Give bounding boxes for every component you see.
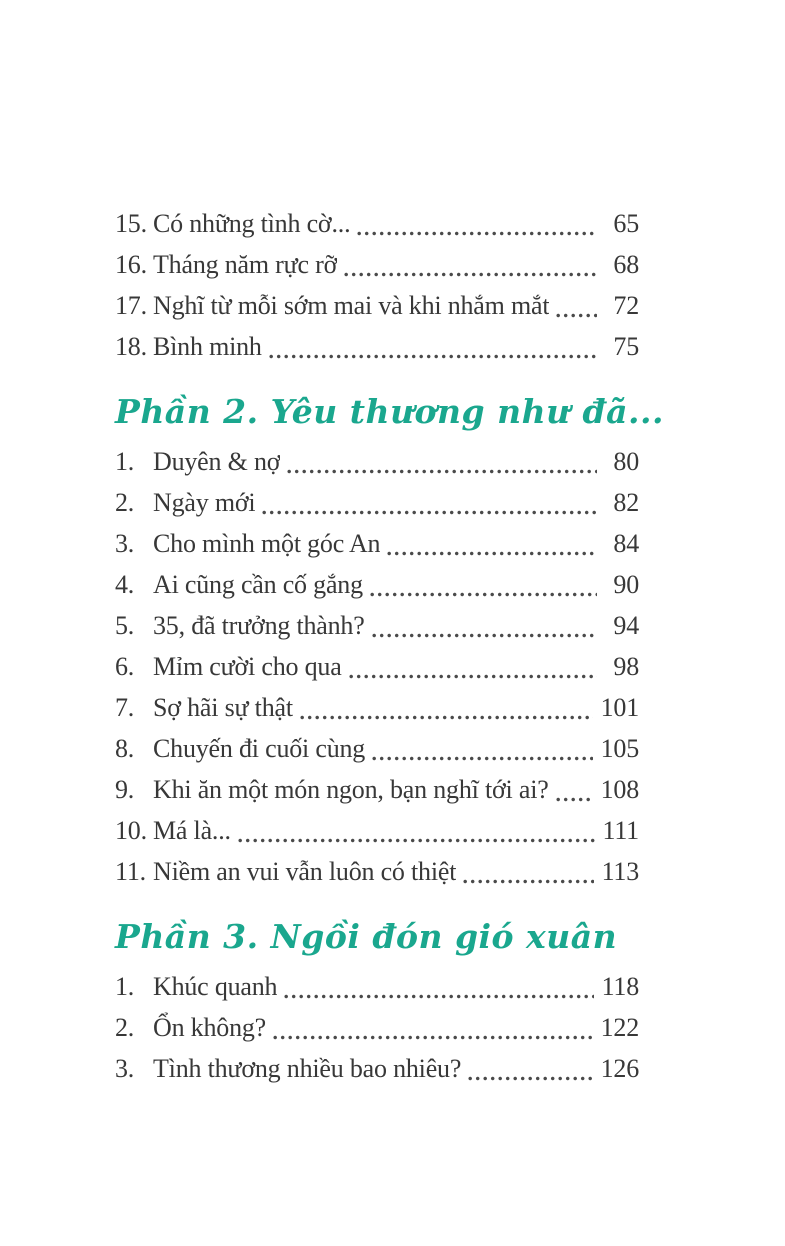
item-number: 1.	[115, 447, 135, 476]
section-heading: Phần 2. Yêu thương như đã...	[115, 392, 664, 431]
leader-dots	[262, 510, 597, 515]
item-title: Duyên & nợ	[153, 447, 281, 476]
toc-row	[115, 687, 639, 728]
toc-row	[115, 564, 639, 605]
item-title: Mỉm cười cho qua	[153, 652, 342, 681]
item-page: 122	[600, 1013, 639, 1042]
item-title: Ổn không?	[153, 1013, 267, 1042]
leader-dots	[284, 994, 593, 999]
toc-row	[115, 728, 639, 769]
toc	[115, 203, 664, 1089]
leader-dots	[287, 469, 597, 474]
item-title: 35, đã trưởng thành?	[153, 611, 365, 640]
item-title: Có những tình cờ...	[153, 209, 351, 238]
item-number: 17.	[115, 291, 147, 320]
item-number: 8.	[115, 734, 135, 763]
leader-dots	[372, 633, 597, 638]
item-title: Sợ hãi sự thật	[153, 693, 293, 722]
toc-row	[115, 326, 639, 367]
item-title: Khi ăn một món ngon, bạn nghĩ tới ai?	[153, 775, 549, 804]
item-page: 101	[600, 693, 639, 722]
item-number: 2.	[115, 488, 135, 517]
leader-dots	[344, 272, 597, 277]
item-page: 75	[613, 332, 639, 361]
item-title: Bình minh	[153, 332, 262, 361]
toc-row	[115, 646, 639, 687]
item-title: Ngày mới	[153, 488, 256, 517]
toc-row	[115, 966, 639, 1007]
item-title: Má là...	[153, 816, 231, 845]
leader-dots	[238, 838, 595, 843]
section-items	[115, 966, 639, 1089]
item-number: 5.	[115, 611, 135, 640]
item-number: 7.	[115, 693, 135, 722]
item-number: 9.	[115, 775, 135, 804]
leader-dots	[269, 354, 597, 359]
item-title: Cho mình một góc An	[153, 529, 381, 558]
leader-dots	[300, 715, 593, 720]
item-number: 15.	[115, 209, 147, 238]
toc-row	[115, 1048, 639, 1089]
toc-row	[115, 203, 639, 244]
item-page: 126	[600, 1054, 639, 1083]
leader-dots	[370, 592, 597, 597]
item-page: 90	[613, 570, 639, 599]
item-title: Nghĩ từ mỗi sớm mai và khi nhắm mắt	[153, 291, 550, 320]
toc-row	[115, 244, 639, 285]
item-number: 4.	[115, 570, 135, 599]
item-number: 10.	[115, 816, 147, 845]
item-page: 113	[601, 857, 639, 886]
leader-dots	[273, 1035, 593, 1040]
item-number: 3.	[115, 529, 135, 558]
item-number: 3.	[115, 1054, 135, 1083]
toc-row	[115, 482, 639, 523]
leader-dots	[349, 674, 597, 679]
item-number: 2.	[115, 1013, 135, 1042]
item-number: 16.	[115, 250, 147, 279]
item-page: 98	[613, 652, 639, 681]
toc-section	[115, 203, 639, 367]
item-title: Tình thương nhiều bao nhiêu?	[153, 1054, 462, 1083]
section-heading: Phần 3. Ngồi đón gió xuân	[115, 917, 618, 956]
toc-row	[115, 441, 639, 482]
toc-row	[115, 605, 639, 646]
toc-row	[115, 523, 639, 564]
leader-dots	[556, 313, 597, 318]
item-number: 6.	[115, 652, 135, 681]
toc-row	[115, 851, 639, 892]
item-page: 65	[613, 209, 639, 238]
toc-section	[115, 917, 639, 1089]
toc-row	[115, 810, 639, 851]
item-page: 84	[613, 529, 639, 558]
toc-row	[115, 769, 639, 810]
item-page: 68	[613, 250, 639, 279]
item-page: 108	[600, 775, 639, 804]
toc-row	[115, 1007, 639, 1048]
item-number: 18.	[115, 332, 147, 361]
leader-dots	[387, 551, 597, 556]
item-page: 82	[613, 488, 639, 517]
item-number: 11.	[115, 857, 146, 886]
section-items	[115, 441, 639, 892]
item-page: 80	[613, 447, 639, 476]
leader-dots	[463, 879, 593, 884]
item-page: 118	[601, 972, 639, 1001]
leader-dots	[357, 231, 597, 236]
item-page: 72	[613, 291, 639, 320]
leader-dots	[372, 756, 592, 761]
item-title: Tháng năm rực rỡ	[153, 250, 338, 279]
item-title: Ai cũng cần cố gắng	[153, 570, 363, 599]
leader-dots	[468, 1076, 592, 1081]
item-page: 111	[602, 816, 639, 845]
toc-section	[115, 392, 664, 892]
item-title: Niềm an vui vẫn luôn có thiệt	[153, 857, 457, 886]
toc-row	[115, 285, 639, 326]
item-number: 1.	[115, 972, 135, 1001]
item-title: Chuyến đi cuối cùng	[153, 734, 366, 763]
leader-dots	[556, 797, 593, 802]
item-page: 94	[613, 611, 639, 640]
item-title: Khúc quanh	[153, 972, 278, 1001]
item-page: 105	[600, 734, 639, 763]
section-items	[115, 203, 639, 367]
